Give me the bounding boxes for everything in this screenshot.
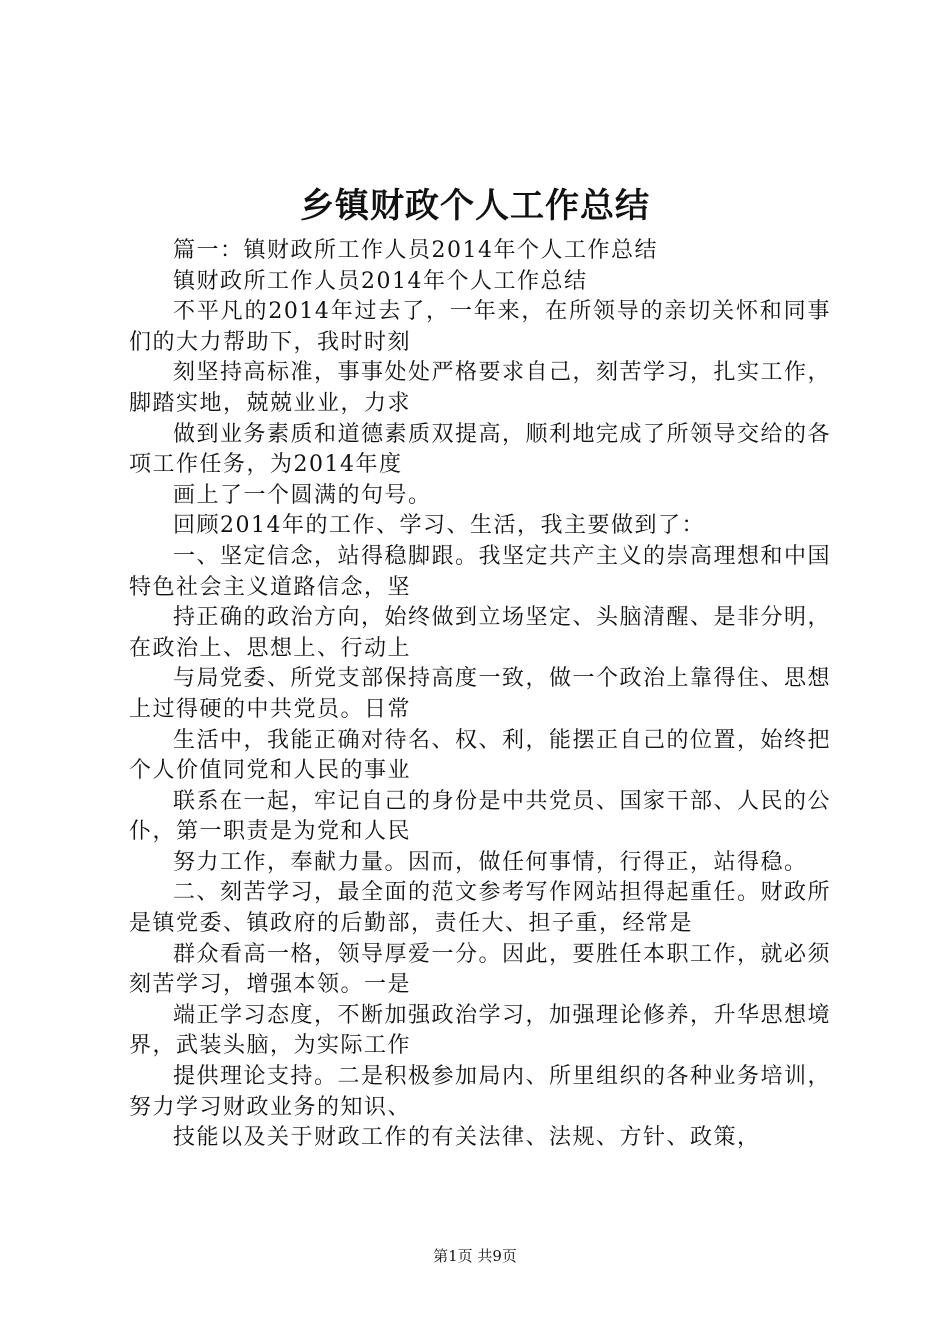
paragraph: 篇一：镇财政所工作人员2014年个人工作总结 [173,238,658,263]
document-body [129,236,831,1154]
paragraph: 技能以及关于财政工作的有关法律、法规、方针、政策， [173,1125,761,1151]
paragraph: 努力工作，奉献力量。因而，做任何事情，行得正，站得稳。 [173,849,808,875]
paragraph: 端正学习态度，不断加强政治学习，加强理论修养，升华思想境界，武装头脑，为实际工作 [129,1002,832,1059]
paragraph: 提供理论支持。二是积极参加局内、所里组织的各种业务培训，努力学习财政业务的知识、 [129,1064,832,1120]
paragraph: 与局党委、所党支部保持高度一致，做一个政治上靠得住、思想上过得硬的中共党员。日常 [129,666,832,722]
paragraph: 镇财政所工作人员2014年个人工作总结 [173,268,588,294]
paragraph: 回顾2014年的工作、学习、生活，我主要做到了： [173,513,705,539]
paragraph: 刻坚持高标准，事事处处严格要求自己，刻苦学习，扎实工作，脚踏实地，兢兢业业，力求 [129,360,832,416]
paragraph: 一、坚定信念，站得稳脚跟。我坚定共产主义的崇高理想和中国特色社会主义道路信念，坚 [129,543,832,600]
paragraph: 持正确的政治方向，始终做到立场坚定、头脑清醒、是非分明，在政治上、思想上、行动上 [129,605,832,661]
paragraph: 联系在一起，牢记自己的身份是中共党员、国家干部、人民的公仆，第一职责是为党和人民 [129,788,832,845]
document-title: 乡镇财政个人工作总结 [300,186,650,226]
paragraph: 做到业务素质和道德素质双提高，顺利地完成了所领导交给的各项工作任务，为2014年度 [129,421,832,478]
paragraph: 生活中，我能正确对待名、权、利，能摆正自己的位置，始终把个人价值同党和人民的事业 [129,727,832,784]
paragraph: 群众看高一格，领导厚爱一分。因此，要胜任本职工作，就必须刻苦学习，增强本领。一是 [129,941,832,998]
paragraph: 二、刻苦学习，最全面的范文参考写作网站担得起重任。财政所是镇党委、镇政府的后勤部，责任大、担子重，经常是 [129,880,832,937]
paragraph: 画上了一个圆满的句号。 [173,482,432,508]
page-footer: 第1页 共9页 [433,1247,517,1265]
paragraph: 不平凡的2014年过去了，一年来，在所领导的亲切关怀和同事们的大力帮助下，我时时刻 [129,299,831,355]
